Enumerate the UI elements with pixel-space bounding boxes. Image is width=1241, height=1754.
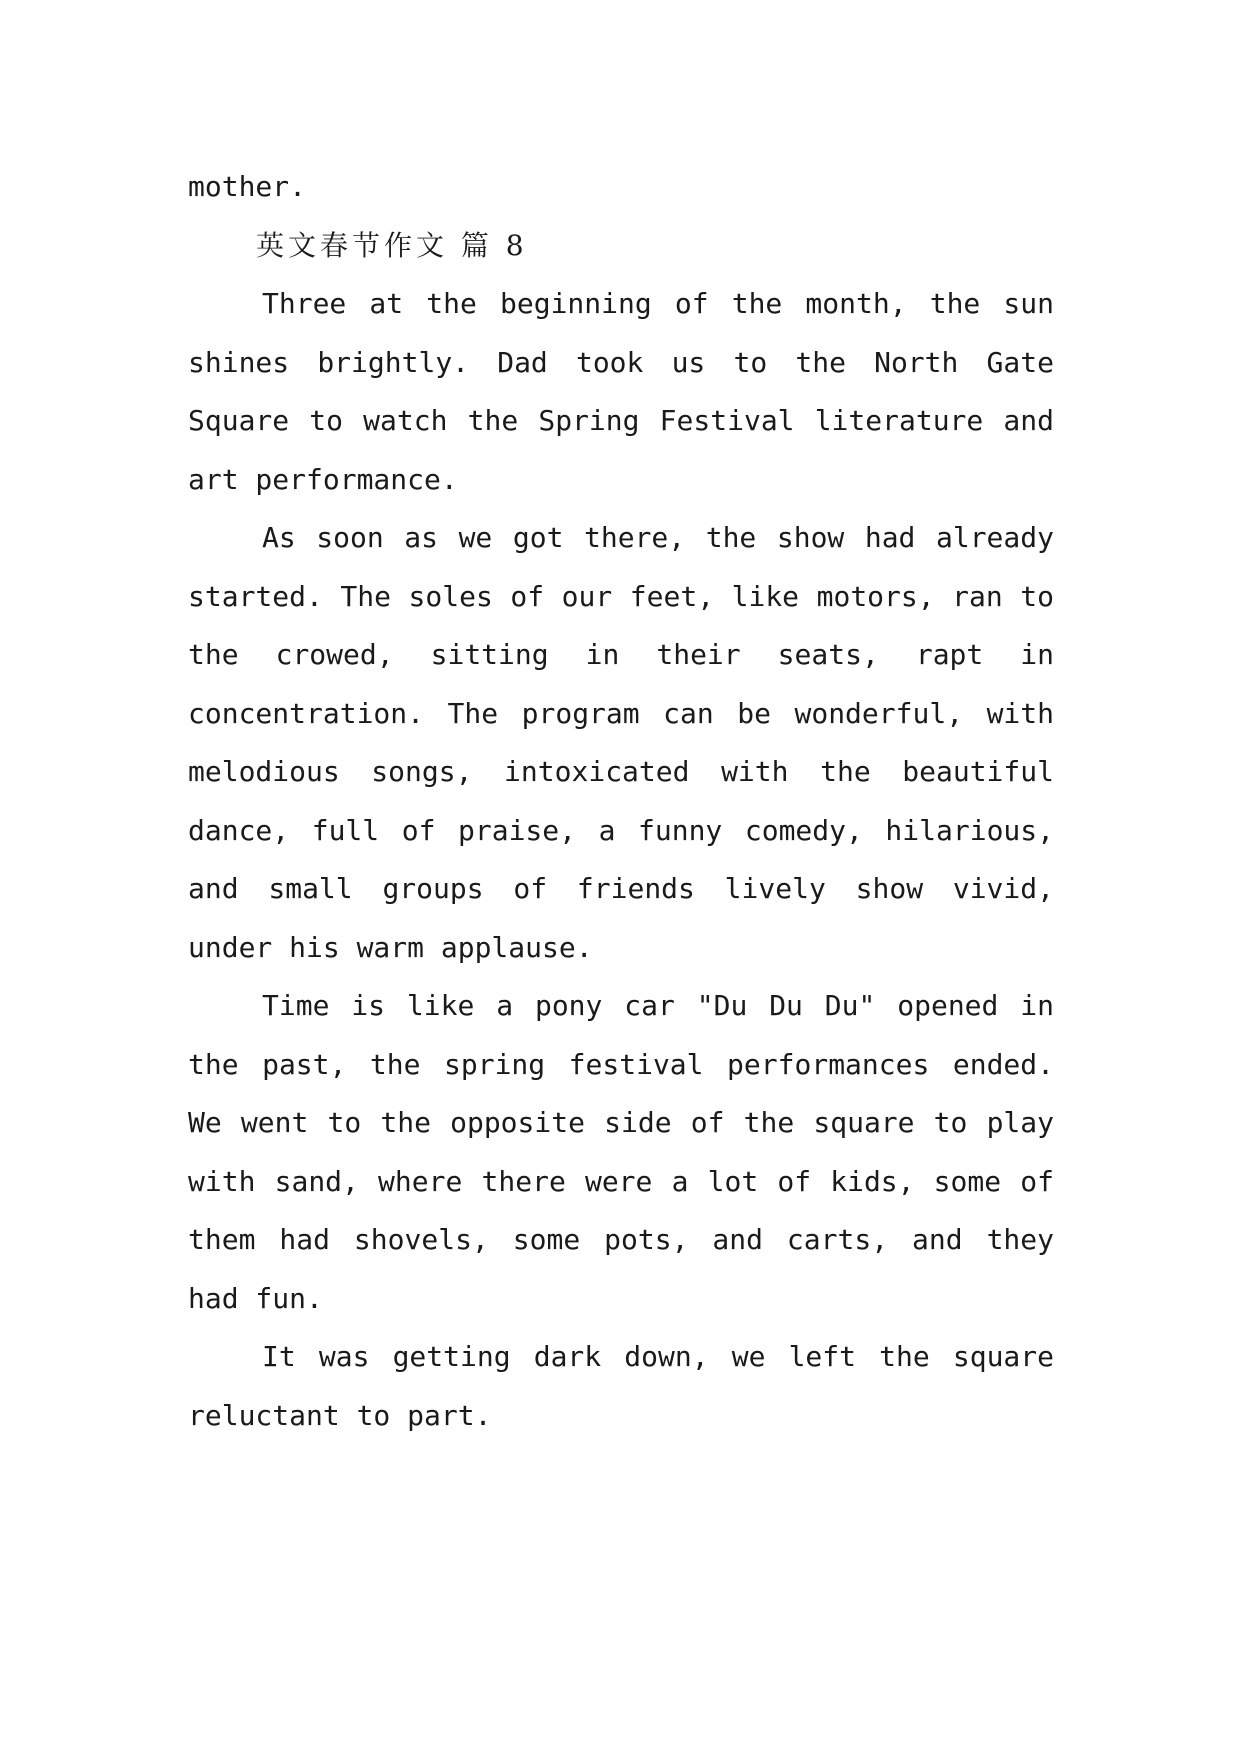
paragraph-line: reluctant to part. (188, 1398, 492, 1432)
paragraph-4 (188, 1328, 1054, 1445)
paragraph-line: and small groups of friends lively show vivid, (188, 872, 1054, 905)
paragraph-line: them had shovels, some pots, and carts, and they (188, 1223, 1054, 1256)
paragraph-line: with sand, where there were a lot of kids, some of (188, 1164, 1054, 1198)
paragraph-line: concentration. The program can be wonderful, with (188, 696, 1054, 730)
paragraph-1 (188, 275, 1054, 509)
paragraph-line: shines brightly. Dad took us to the North Gate (188, 345, 1054, 379)
paragraph-line: started. The soles of our feet, like motors, ran to (188, 579, 1054, 613)
document-body (188, 158, 1054, 1445)
paragraph-line: Square to watch the Spring Festival literature and (188, 404, 1054, 437)
paragraph-line: the crowed, sitting in their seats, rapt in (188, 638, 1054, 671)
paragraph-line: melodious songs, intoxicated with the beautiful (188, 755, 1054, 788)
paragraph-line: Time is like a pony car "Du Du Du" opened in (262, 989, 1054, 1022)
paragraph-line: the past, the spring festival performances ended. (188, 1047, 1054, 1081)
paragraph-3 (188, 977, 1054, 1328)
paragraph-line: It was getting dark down, we left the square (262, 1340, 1054, 1373)
paragraph-line: art performance. (188, 462, 458, 496)
section-heading: 英文春节作文 篇 8 (256, 228, 528, 262)
paragraph-line: dance, full of praise, a funny comedy, hilarious, (188, 813, 1054, 847)
paragraph-line: As soon as we got there, the show had already (262, 521, 1054, 554)
continuation-text: mother. (188, 170, 307, 203)
paragraph-line: Three at the beginning of the month, the sun (262, 287, 1054, 320)
paragraph-line: under his warm applause. (188, 930, 593, 964)
paragraph-line: had fun. (188, 1281, 323, 1315)
paragraph-line: We went to the opposite side of the square to play (188, 1106, 1054, 1139)
paragraph-2 (188, 509, 1054, 977)
